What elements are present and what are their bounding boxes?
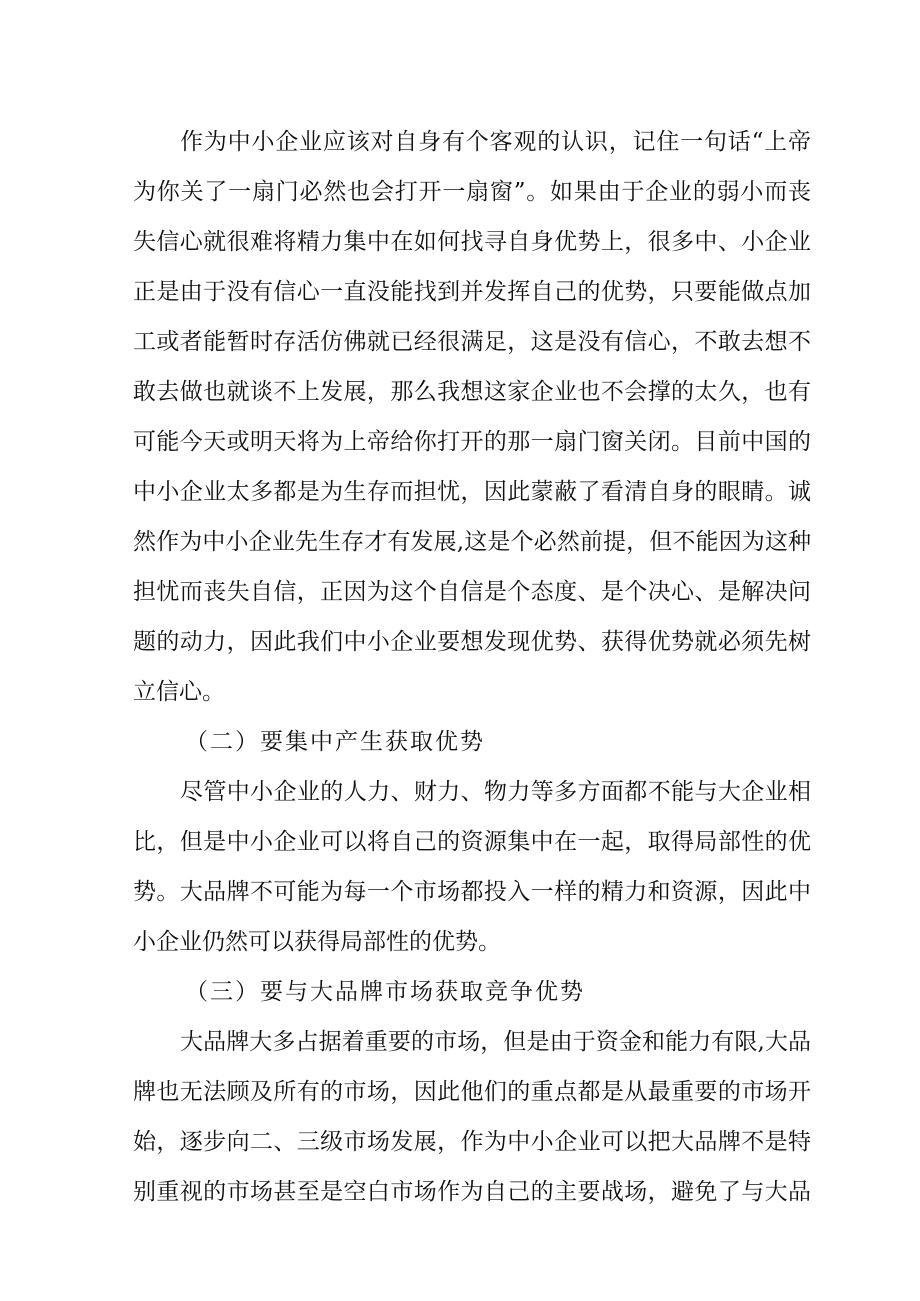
paragraph-1-line: 正是由于没有信心一直没能找到并发挥自己的优势，只要能做点加 (133, 279, 811, 305)
paragraph-1-line: 立信心。 (133, 679, 225, 705)
paragraph-3-line: 大品牌大多占据着重要的市场，但是由于资金和能力有限,大品 (180, 1029, 811, 1055)
paragraph-2-line: 势。大品牌不可能为每一个市场都投入一样的精力和资源，因此中 (133, 879, 811, 905)
paragraph-1-line: 题的动力，因此我们中小企业要想发现优势、获得优势就必须先树 (133, 629, 811, 655)
section-heading-3: （三）要与大品牌市场获取竞争优势 (185, 979, 585, 1005)
paragraph-3-line: 始，逐步向二、三级市场发展，作为中小企业可以把大品牌不是特 (133, 1129, 811, 1155)
paragraph-1-line: 中小企业太多都是为生存而担忧，因此蒙蔽了看清自身的眼睛。诚 (133, 479, 811, 505)
paragraph-1-line: 敢去做也就谈不上发展，那么我想这家企业也不会撑的太久，也有 (133, 379, 811, 405)
paragraph-1-line: 担忧而丧失自信，正因为这个自信是个态度、是个决心、是解决问 (133, 579, 811, 605)
paragraph-3-line: 别重视的市场甚至是空白市场作为自己的主要战场，避免了与大品 (133, 1179, 811, 1205)
paragraph-1-line: 可能今天或明天将为上帝给你打开的那一扇门窗关闭。目前中国的 (133, 429, 811, 455)
paragraph-1-line: 为你关了一扇门必然也会打开一扇窗”。如果由于企业的弱小而丧 (133, 179, 811, 205)
paragraph-2-line: 小企业仍然可以获得局部性的优势。 (133, 929, 501, 955)
paragraph-2-line: 尽管中小企业的人力、财力、物力等多方面都不能与大企业相 (180, 779, 811, 805)
paragraph-3-line: 牌也无法顾及所有的市场，因此他们的重点都是从最重要的市场开 (133, 1079, 811, 1105)
paragraph-1-line: 失信心就很难将精力集中在如何找寻自身优势上，很多中、小企业 (133, 229, 811, 255)
paragraph-1-line: 工或者能暂时存活仿佛就已经很满足，这是没有信心，不敢去想不 (133, 329, 811, 355)
paragraph-1-line: 然作为中小企业先生存才有发展,这是个必然前提，但不能因为这种 (133, 529, 811, 555)
paragraph-2-line: 比，但是中小企业可以将自己的资源集中在一起，取得局部性的优 (133, 829, 811, 855)
section-heading-2: （二）要集中产生获取优势 (185, 729, 485, 755)
paragraph-1-line: 作为中小企业应该对自身有个客观的认识，记住一句话“上帝 (180, 129, 811, 155)
